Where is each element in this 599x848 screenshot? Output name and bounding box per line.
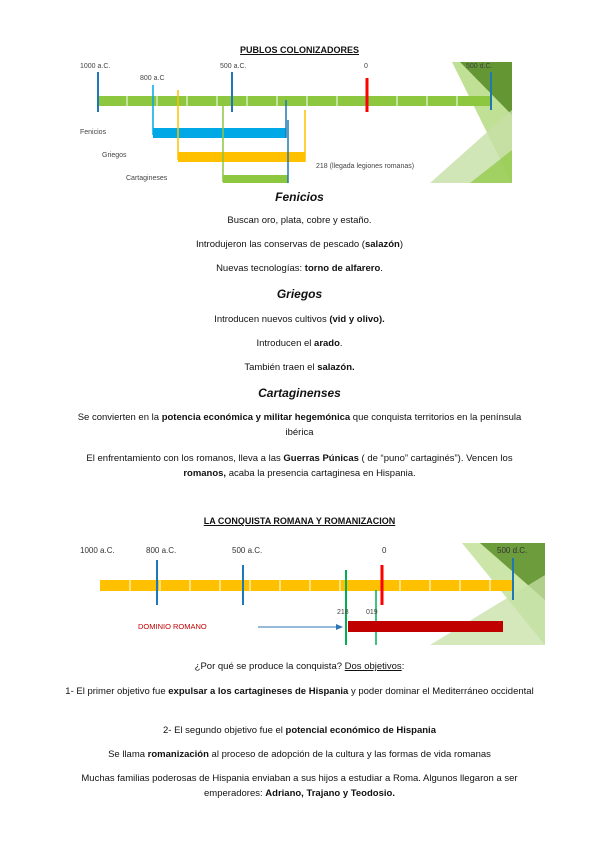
bar-label-cartagineses: Cartagineses xyxy=(126,175,168,182)
griegos-line2: Introducen el arado. xyxy=(256,338,343,349)
arrow-icon xyxy=(336,624,343,630)
tick-label: 0 xyxy=(382,546,387,555)
heading-fenicios: Fenicios xyxy=(275,190,324,204)
romanizacion-def: Se llama romanización al proceso de adopción de la cultura y las formas de vida romanas xyxy=(108,749,491,760)
dominio-romano-label: DOMINIO ROMANO xyxy=(138,622,207,631)
fenicios-line2: Introdujeron las conservas de pescado (salazón) xyxy=(195,239,404,250)
tick-label: 500 d.C. xyxy=(466,63,493,70)
bar-dominio-romano xyxy=(348,621,503,632)
tick-label: 0 xyxy=(364,63,368,70)
griegos-line1: Introducen nuevos cultivos (vid y olivo). xyxy=(214,314,385,325)
tick-label: 500 d.C. xyxy=(497,546,528,555)
fenicios-line1: Buscan oro, plata, cobre y estaño. xyxy=(227,215,372,226)
timeline2-title: LA CONQUISTA ROMANA Y ROMANIZACION xyxy=(203,516,396,526)
tick-label: 800 a.C xyxy=(140,75,165,82)
objetivo-1: 1- El primer objetivo fue expulsar a los cartagineses de Hispania y poder dominar el Mediterráneo occidental xyxy=(65,686,534,697)
objetivo-2: 2- El segundo objetivo fue el potencial económico de Hispania xyxy=(163,725,436,736)
heading-cartagineses: Cartaginenses xyxy=(258,386,341,400)
tick-label: 1000 a.C. xyxy=(80,546,115,555)
cartagineses-p2: El enfrentamiento con los romanos, lleva a las Guerras Púnicas ( de “puno” cartaginés”). Vencen los romanos, acaba la presencia cartaginesa en Hispania. xyxy=(86,453,513,479)
fenicios-line3: Nuevas tecnologías: torno de alfarero. xyxy=(216,263,383,274)
note-218: 218 (llegada legiones romanas) xyxy=(316,163,415,170)
emperadores: Muchas familias poderosas de Hispania enviaban a sus hijos a estudiar a Roma. Algunos llegaron a ser emperadores: Adriano, Trajano y Teodosio. xyxy=(81,773,518,799)
mark-label-019: 019 xyxy=(366,609,378,616)
tick-label: 800 a.C. xyxy=(146,546,177,555)
bar-label-fenicios: Fenicios xyxy=(80,129,107,136)
tick-label: 1000 a.C. xyxy=(80,63,111,70)
mark-label-218: 218 xyxy=(337,609,349,616)
heading-griegos: Griegos xyxy=(276,287,323,301)
cartagineses-p1: Se convierten en la potencia económica y militar hegemónica que conquista territorios en la península ibérica xyxy=(77,412,522,438)
griegos-line3: También traen el salazón. xyxy=(244,362,355,373)
bar-label-griegos: Griegos xyxy=(102,152,127,159)
tick-label: 500 a.C. xyxy=(232,546,263,555)
timeline2-axis xyxy=(100,580,513,591)
question-line: ¿Por qué se produce la conquista? Dos objetivos: xyxy=(194,661,405,672)
timeline1-title: PUBLOS COLONIZADORES xyxy=(239,45,359,55)
tick-label: 500 a.C. xyxy=(220,63,247,70)
